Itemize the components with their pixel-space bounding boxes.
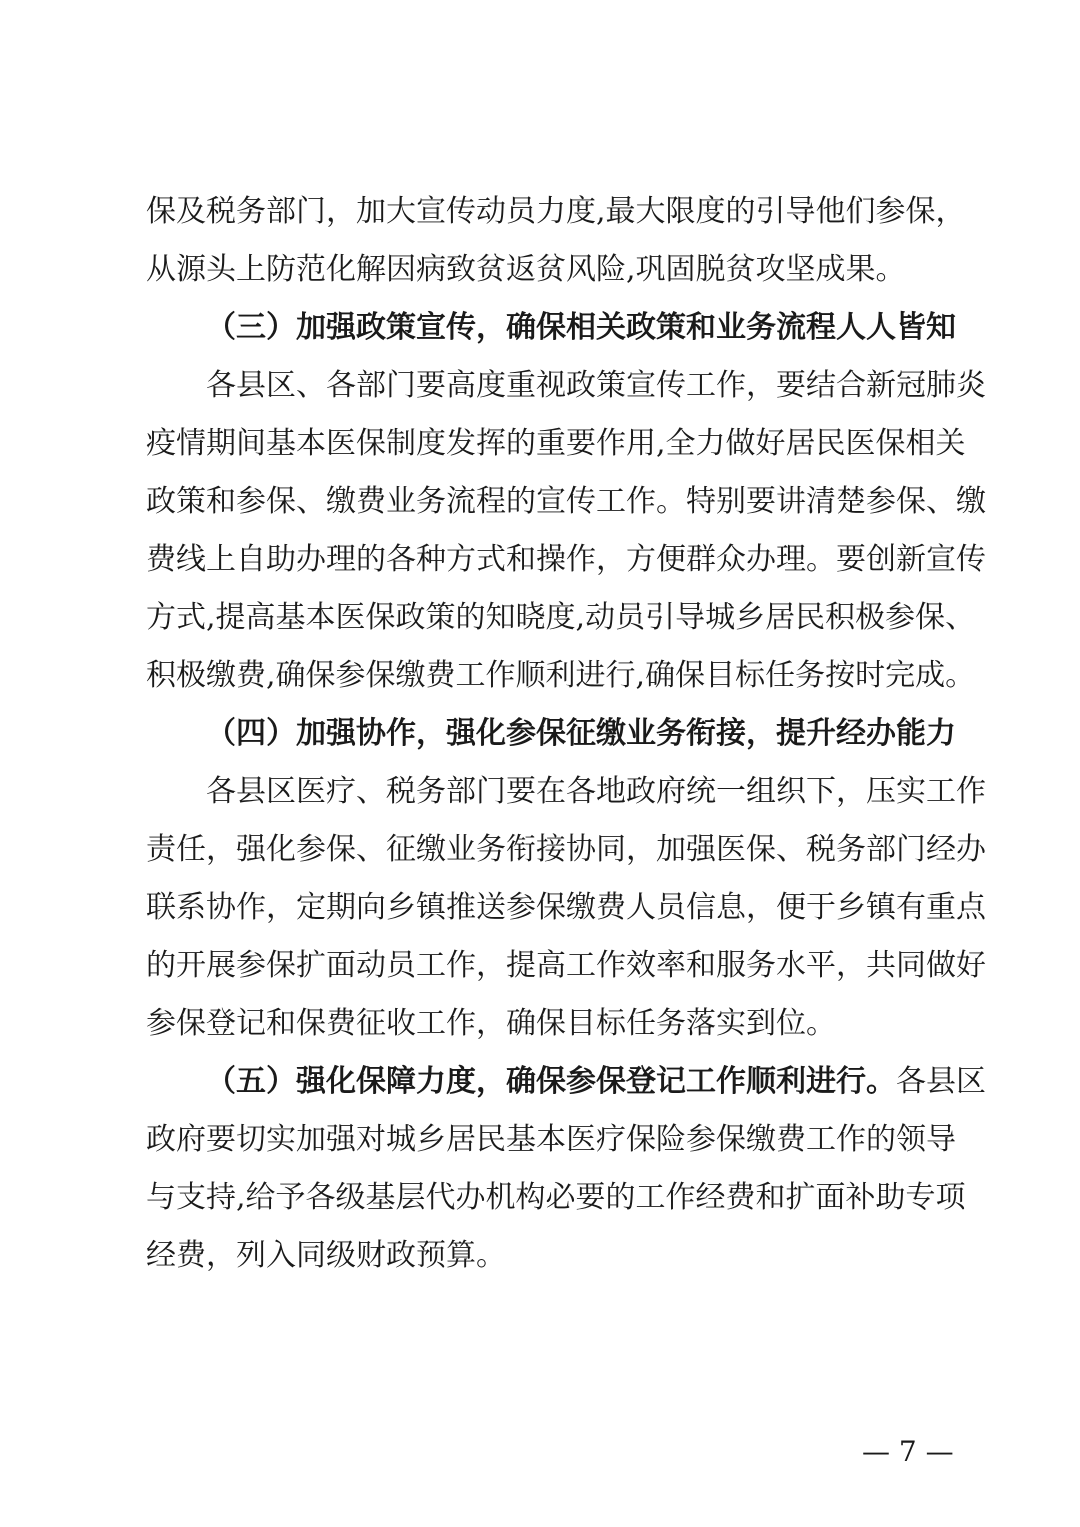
section-heading: （三）加强政策宣传，确保相关政策和业务流程人人皆知 [206,310,956,345]
body-line: 的开展参保扩面动员工作，提高工作效率和服务水平，共同做好 [146,948,986,983]
section-heading: （五）强化保障力度，确保参保登记工作顺利进行。 [206,1064,896,1099]
section-heading-line [206,1062,986,1102]
body-line: 与支持,给予各级基层代办机构必要的工作经费和扩面补助专项 [146,1180,966,1215]
body-line: 各县区医疗、税务部门要在各地政府统一组织下，压实工作 [206,774,986,809]
body-line: 政府要切实加强对城乡居民基本医疗保险参保缴费工作的领导 [146,1122,956,1157]
page-number: — 7 — [862,1435,954,1468]
body-line: 保及税务部门，加大宣传动员力度,最大限度的引导他们参保， [146,194,966,229]
body-line: 各县区、各部门要高度重视政策宣传工作，要结合新冠肺炎 [206,368,986,403]
body-line: 从源头上防范化解因病致贫返贫风险,巩固脱贫攻坚成果。 [146,252,906,287]
body-line: 经费，列入同级财政预算。 [146,1238,506,1273]
body-line: 责任，强化参保、征缴业务衔接协同，加强医保、税务部门经办 [146,832,986,867]
body-line: 费线上自助办理的各种方式和操作，方便群众办理。要创新宣传 [146,542,986,577]
body-line: 积极缴费,确保参保缴费工作顺利进行,确保目标任务按时完成。 [146,658,976,693]
body-line: 联系协作，定期向乡镇推送参保缴费人员信息，便于乡镇有重点 [146,890,986,925]
body-line: 方式,提高基本医保政策的知晓度,动员引导城乡居民积极参保、 [146,600,976,635]
body-line: 政策和参保、缴费业务流程的宣传工作。特别要讲清楚参保、缴 [146,484,986,519]
heading-tail-text: 各县区 [896,1064,986,1099]
section-heading: （四）加强协作，强化参保征缴业务衔接，提升经办能力 [206,716,956,751]
body-line: 疫情期间基本医保制度发挥的重要作用,全力做好居民医保相关 [146,426,966,461]
body-line: 参保登记和保费征收工作，确保目标任务落实到位。 [146,1006,836,1041]
